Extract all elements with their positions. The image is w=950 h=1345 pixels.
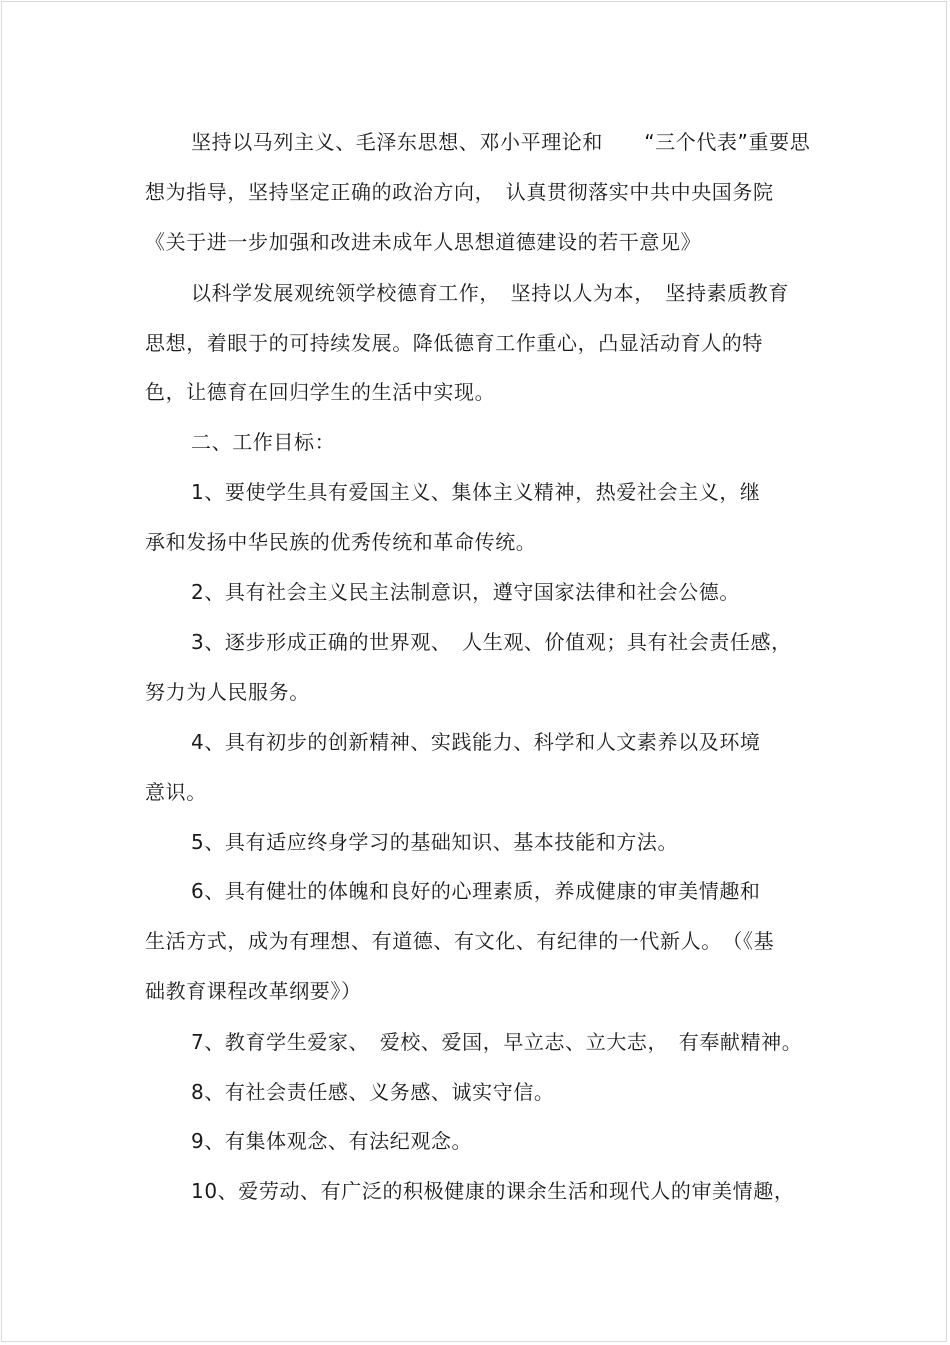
- text-line: 以科学发展观统领学校德育工作， 坚持以人为本， 坚持素质教育: [191, 281, 789, 305]
- text-line: 意识。: [145, 780, 207, 804]
- list-item: 3、逐步形成正确的世界观、 人生观、价值观；具有社会责任感，: [191, 630, 792, 654]
- text-line: 努力为人民服务。: [145, 680, 310, 704]
- list-item: 10、爱劳动、有广泛的积极健康的课余生活和现代人的审美情趣，: [191, 1179, 795, 1203]
- list-item: 5、具有适应终身学习的基础知识、基本技能和方法。: [191, 830, 679, 854]
- list-item: 4、具有初步的创新精神、实践能力、科学和人文素养以及环境: [191, 730, 761, 754]
- text-line: 想为指导，坚持坚定正确的政治方向， 认真贯彻落实中共中央国务院: [145, 180, 774, 204]
- text-line: 承和发扬中华民族的优秀传统和革命传统。: [145, 530, 537, 554]
- document-page: [1, 1, 947, 1342]
- text-line: 础教育课程改革纲要》）: [145, 979, 362, 1003]
- list-item: 8、有社会责任感、义务感、诚实守信。: [191, 1080, 555, 1104]
- text-line: 《关于进一步加强和改进未成年人思想道德建设的若干意见》: [145, 230, 702, 254]
- text-line: 生活方式，成为有理想、有道德、有文化、有纪律的一代新人。 （《基: [145, 929, 775, 953]
- text-line: 思想，着眼于的可持续发展。降低德育工作重心，凸显活动育人的特: [145, 331, 763, 355]
- list-item: 6、具有健壮的体魄和良好的心理素质，养成健康的审美情趣和: [191, 879, 761, 903]
- section-heading: 二、工作目标：: [191, 430, 336, 454]
- list-item: 2、具有社会主义民主法制意识，遵守国家法律和社会公德。: [191, 580, 740, 604]
- list-item: 1、要使学生具有爱国主义、集体主义精神，热爱社会主义，继: [191, 480, 761, 504]
- list-item: 7、教育学生爱家、 爱校、爱国，早立志、立大志， 有奉献精神。: [191, 1030, 803, 1054]
- text-line: 色，让德育在回归学生的生活中实现。: [145, 380, 496, 404]
- text-line: 坚持以马列主义、毛泽东思想、邓小平理论和 “三个代表”重要思: [191, 130, 811, 154]
- list-item: 9、有集体观念、有法纪观念。: [191, 1129, 473, 1153]
